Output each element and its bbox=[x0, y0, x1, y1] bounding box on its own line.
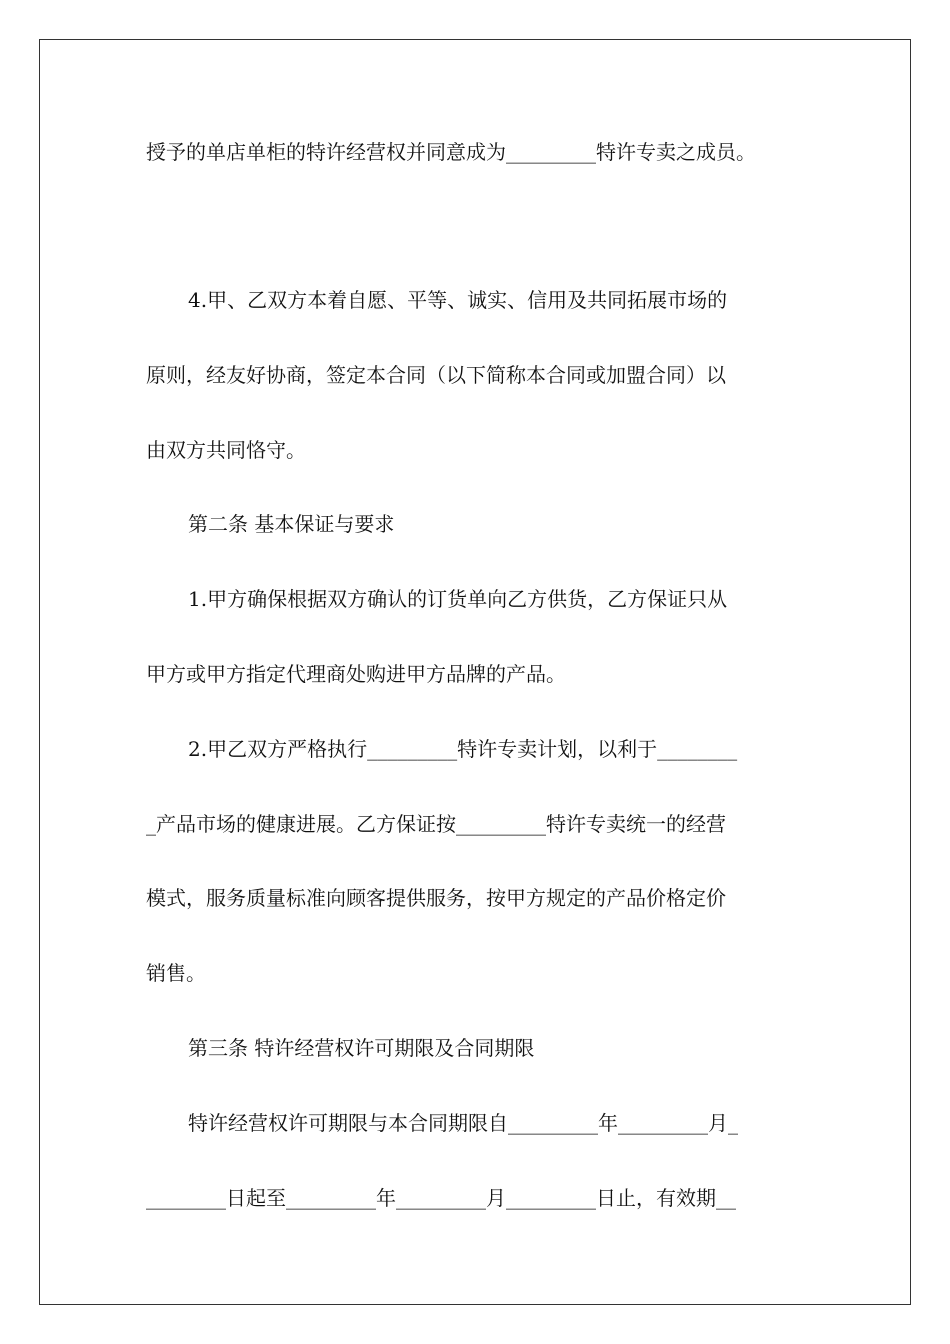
paragraph-line: 4.甲、乙双方本着自愿、平等、诚实、信用及共同拓展市场的 bbox=[188, 288, 728, 312]
paragraph-line: _产品市场的健康进展。乙方保证按_________特许专卖统一的经营 bbox=[146, 812, 726, 836]
paragraph-line: 授予的单店单柜的特许经营权并同意成为_________特许专卖之成员。 bbox=[146, 140, 756, 164]
paragraph-line: 1.甲方确保根据双方确认的订货单向乙方供货，乙方保证只从 bbox=[188, 587, 728, 611]
paragraph-line: 原则，经友好协商，签定本合同（以下简称本合同或加盟合同）以 bbox=[146, 363, 726, 387]
paragraph-line: 特许经营权许可期限与本合同期限自_________年_________月_ bbox=[188, 1111, 738, 1135]
paragraph-line: 由双方共同恪守。 bbox=[146, 438, 306, 462]
section-heading: 第三条 特许经营权许可期限及合同期限 bbox=[188, 1036, 535, 1060]
paragraph-line: 2.甲乙双方严格执行_________特许专卖计划，以利于________ bbox=[188, 737, 738, 761]
paragraph-line: 模式，服务质量标准向顾客提供服务，按甲方规定的产品价格定价 bbox=[146, 886, 726, 910]
paragraph-line: ________日起至_________年_________月_________日止，有效期__ bbox=[146, 1186, 736, 1210]
paragraph-line: 甲方或甲方指定代理商处购进甲方品牌的产品。 bbox=[146, 662, 566, 686]
section-heading: 第二条 基本保证与要求 bbox=[188, 512, 395, 536]
paragraph-line: 销售。 bbox=[146, 961, 206, 985]
